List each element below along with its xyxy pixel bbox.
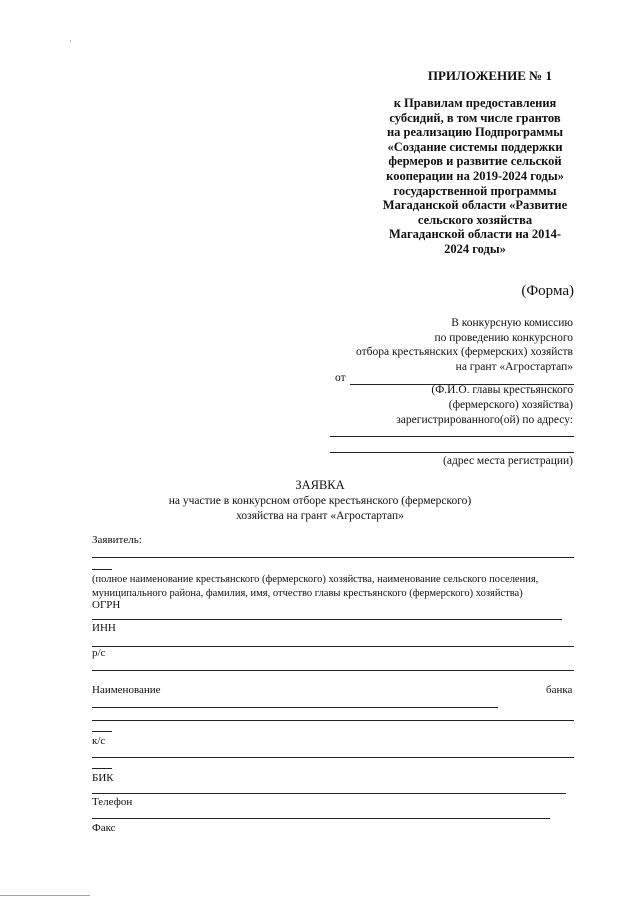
appendix-text [372, 96, 578, 257]
applicant-label: Заявитель: [92, 534, 142, 546]
applicant-caption [92, 573, 582, 600]
appendix-line: фермеров и развитие сельской [388, 154, 562, 169]
ogrn-label: ОГРН [92, 599, 121, 611]
rs-label: р/с [92, 647, 106, 659]
appendix-line: на реализацию Подпрограммы [386, 125, 563, 140]
application-title: ЗАЯВКА [295, 478, 345, 492]
appendix-line: Магаданской области «Развитие [382, 198, 568, 213]
caption-line: (полное наименование крестьянского (фермерского) хозяйства, наименование сельского поселения, [92, 574, 539, 585]
fax-label: Факс [92, 822, 116, 834]
phone-fill-line[interactable] [92, 818, 550, 819]
fio-caption: (Ф.И.О. главы крестьянского [431, 384, 573, 396]
appendix-title: ПРИЛОЖЕНИЕ № 1 [427, 68, 552, 83]
addressee-line: В конкурсную комиссию [451, 317, 573, 329]
ks-fill-line[interactable] [92, 757, 574, 758]
bank-name-fill-line-2[interactable] [92, 720, 574, 721]
addressee-line: отбора крестьянских (фермерских) хозяйств [356, 346, 573, 358]
rs-fill-line[interactable] [92, 670, 574, 671]
bank-name-fill-line[interactable] [92, 707, 498, 708]
form-label: (Форма) [521, 283, 574, 299]
ks-fill-line-short [92, 768, 112, 769]
appendix-line: государственной программы [393, 183, 557, 198]
bank-fill-line-short [92, 731, 112, 732]
bank-name-label: Наименование [92, 684, 161, 696]
address-fill-line[interactable] [330, 436, 574, 437]
registered-at-label: зарегистрированного(ой) по адресу: [396, 414, 573, 426]
addressee-line: на грант «Агростартап» [455, 360, 573, 373]
application-subtitle [0, 494, 640, 523]
appendix-line: сельского хозяйства [417, 212, 533, 227]
appendix-line: «Создание системы поддержки [387, 139, 563, 154]
inn-label: ИНН [92, 622, 116, 634]
addressee-block [356, 316, 573, 374]
scan-artifact [70, 40, 71, 42]
address-fill-line[interactable] [330, 452, 574, 453]
appendix-line: к Правилам предоставления [393, 96, 557, 110]
appendix-line: кооперации на 2019-2024 годы» [386, 168, 564, 183]
subtitle-line: хозяйства на грант «Агростартап» [236, 509, 404, 522]
bik-fill-line[interactable] [92, 793, 566, 794]
caption-line: муниципального района, фамилия, имя, отчество главы крестьянского (фермерского) хозяйства) [92, 587, 523, 599]
address-caption: (адрес места регистрации) [443, 455, 573, 467]
subtitle-line: на участие в конкурсном отборе крестьянского (фермерского) [168, 495, 472, 507]
appendix-line: субсидий, в том числе грантов [389, 110, 561, 125]
appendix-line: 2024 годы» [444, 241, 506, 256]
phone-label: Телефон [92, 796, 133, 808]
applicant-fill-line[interactable] [92, 557, 574, 558]
applicant-fill-line-short [92, 569, 112, 570]
ks-label: к/с [92, 735, 106, 747]
fio-caption: (фермерского) хозяйства) [448, 399, 573, 411]
appendix-line: Магаданской области на 2014- [388, 227, 562, 242]
bik-label: БИК [92, 772, 114, 784]
ogrn-fill-line[interactable] [92, 619, 562, 620]
bank-label: банка [546, 684, 573, 696]
scan-artifact [0, 895, 90, 896]
fio-block [396, 383, 573, 428]
inn-fill-line[interactable] [92, 646, 574, 647]
addressee-line: по проведению конкурсного [434, 331, 573, 344]
from-label: от [335, 372, 346, 384]
